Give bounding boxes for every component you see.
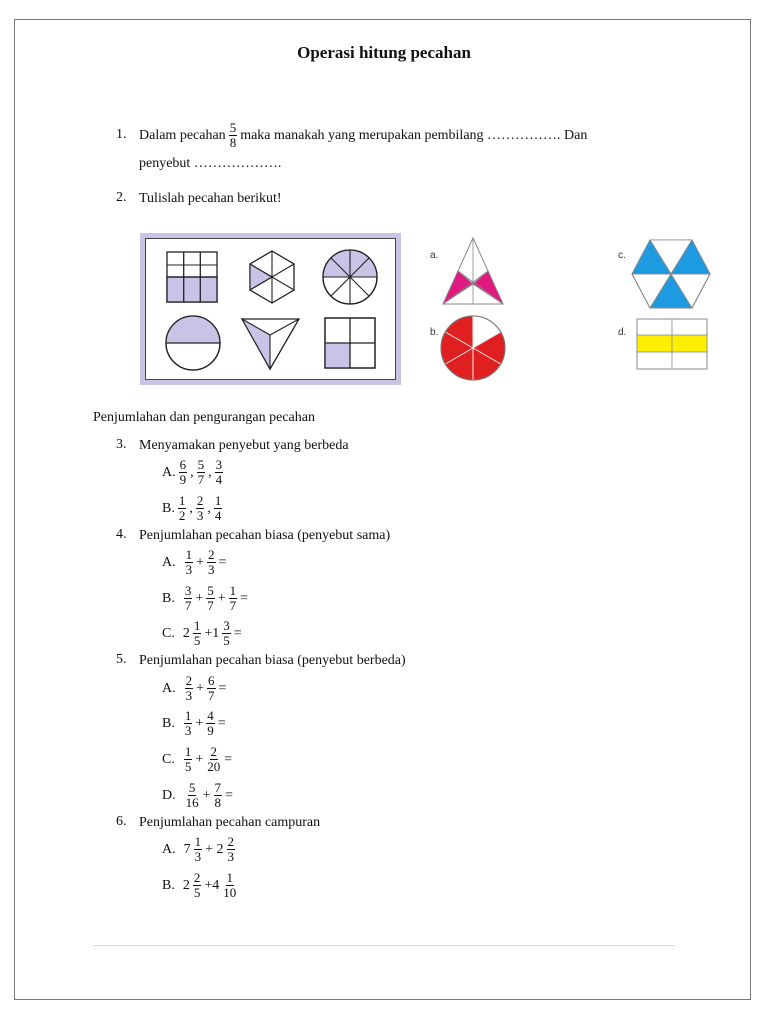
circle-sectors-shape bbox=[323, 250, 377, 304]
q4-text: Penjumlahan pecahan biasa (penyebut sama) bbox=[139, 528, 391, 543]
q4-option-b: B. $\frac{3}{7}$ + $\frac{5}{7}$ + $\frac{1}{7}$ = bbox=[162, 583, 249, 613]
q5-text: Penjumlahan pecahan biasa (penyebut berbeda) bbox=[139, 653, 406, 668]
q2-text: Tulislah pecahan berikut! bbox=[139, 191, 282, 206]
q6-text: Penjumlahan pecahan campuran bbox=[139, 815, 321, 830]
q1-text-after: maka manakah yang merupakan pembilang ……………. Dan bbox=[240, 127, 588, 143]
q4-option-c: C. 2 $\frac{1}{5}$ +1 $\frac{3}{5}$ = bbox=[162, 618, 242, 648]
q1-number: 1. bbox=[116, 127, 127, 142]
q5-option-c: C. $\frac{1}{5}$ + $\frac{2}{20}$ = bbox=[162, 744, 233, 774]
q1-line1 bbox=[139, 121, 587, 150]
q3-text: Menyamakan penyebut yang berbeda bbox=[139, 438, 349, 453]
triangle-shape bbox=[242, 319, 299, 369]
q4-number: 4. bbox=[116, 527, 127, 542]
hexagon-shape bbox=[250, 251, 294, 303]
document-page bbox=[14, 19, 751, 1000]
q3-option-a: A. $\frac{6}{9}$ , $\frac{5}{7}$ , $\frac{3}{4}$ bbox=[162, 457, 223, 487]
figure-label-b: b. bbox=[430, 327, 439, 338]
q3-number: 3. bbox=[116, 437, 127, 452]
q1-text-before: Dalam pecahan bbox=[139, 127, 226, 143]
grid-rectangle-shape bbox=[167, 252, 217, 302]
fraction-shapes-figure bbox=[145, 238, 396, 380]
q2-number: 2. bbox=[116, 190, 127, 205]
section-heading: Penjumlahan dan pengurangan pecahan bbox=[93, 410, 315, 425]
page-title: Operasi hitung pecahan bbox=[297, 43, 471, 62]
q1-fraction: $\frac{5}{8}$ bbox=[229, 120, 237, 150]
q4-option-a: A. $\frac{1}{3}$ + $\frac{2}{3}$ = bbox=[162, 547, 227, 577]
yellow-rectangle-figure bbox=[636, 318, 708, 370]
square-quarters-shape bbox=[325, 318, 375, 368]
q5-number: 5. bbox=[116, 652, 127, 667]
footer-divider bbox=[93, 945, 675, 946]
red-circle-figure bbox=[438, 313, 508, 383]
q5-option-d: D. $\frac{5}{16}$ + $\frac{7}{8}$ = bbox=[162, 780, 233, 810]
q6-option-b: B. 2 $\frac{2}{5}$ +4 $\frac{1}{10}$ bbox=[162, 870, 237, 900]
q5-option-b: B. $\frac{1}{3}$ + $\frac{4}{9}$ = bbox=[162, 708, 226, 738]
blue-hexagon-figure bbox=[630, 238, 712, 310]
figure-label-d: d. bbox=[618, 327, 627, 338]
q6-option-a: A. 7 $\frac{1}{3}$ + 2 $\frac{2}{3}$ bbox=[162, 834, 235, 864]
figure-label-a: a. bbox=[430, 250, 439, 261]
figure-label-c: c. bbox=[618, 250, 626, 261]
q3-option-b: B. $\frac{1}{2}$ , $\frac{2}{3}$ , $\frac{1}{4}$ bbox=[162, 493, 222, 523]
half-circle-shape bbox=[166, 316, 220, 370]
q1-line2: penyebut ………………. bbox=[139, 156, 282, 171]
q6-number: 6. bbox=[116, 814, 127, 829]
q5-option-a: A. $\frac{2}{3}$ + $\frac{6}{7}$ = bbox=[162, 673, 227, 703]
triangle-bowtie-figure bbox=[440, 236, 506, 308]
